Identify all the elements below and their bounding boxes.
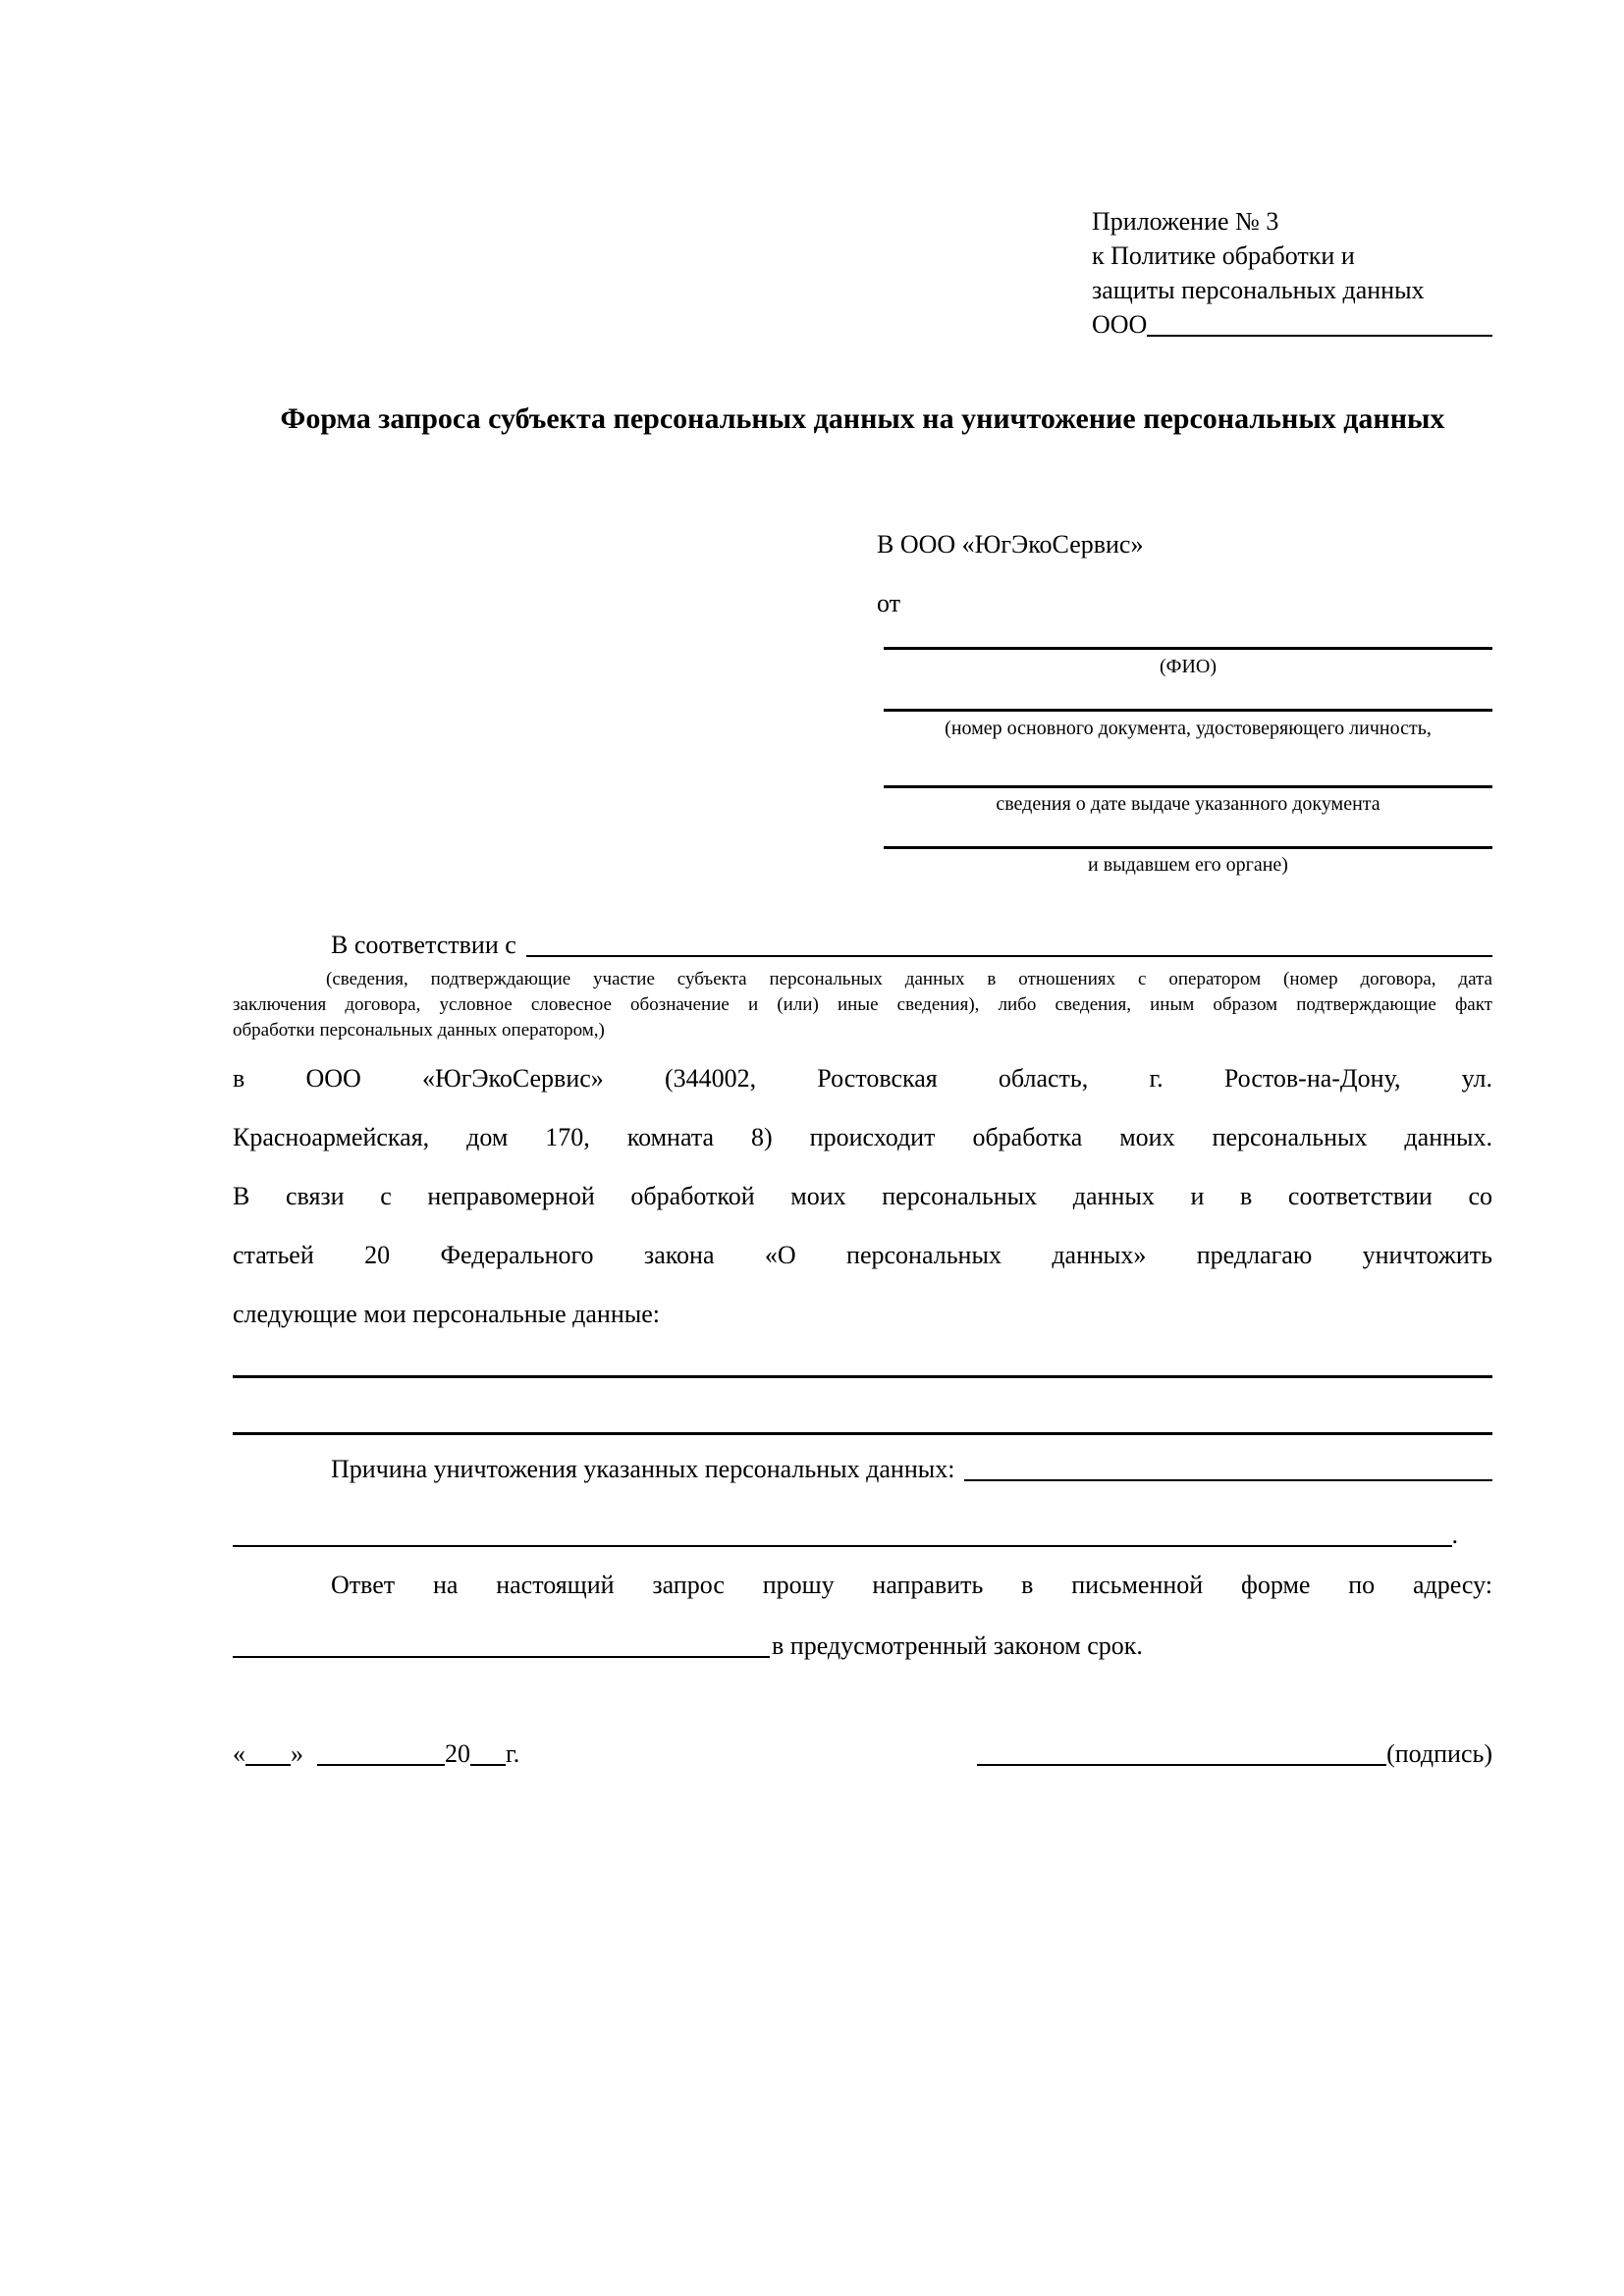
footer-row bbox=[233, 1739, 1492, 1769]
issuing-authority-caption: и выдавшем его органе) bbox=[1088, 854, 1288, 876]
main-paragraph-line: в ООО «ЮгЭкоСервис» (344002, Ростовская область, г. Ростов-на-Дону, ул. bbox=[233, 1064, 1492, 1093]
issue-date-blank-line bbox=[884, 785, 1492, 788]
date-day-blank-line bbox=[245, 1764, 291, 1766]
addressee-from-label: от bbox=[877, 589, 901, 617]
issuing-authority-blank-line bbox=[884, 846, 1492, 849]
company-prefix-label: ООО bbox=[1092, 310, 1148, 339]
reason-row bbox=[331, 1455, 1492, 1484]
response-address-blank-line bbox=[233, 1656, 770, 1658]
main-paragraph-line: следующие мои персональные данные: bbox=[233, 1300, 660, 1328]
company-row bbox=[1092, 307, 1492, 342]
signature-group bbox=[977, 1739, 1492, 1769]
document-number-caption: (номер основного документа, удостоверяющего личность, bbox=[945, 718, 1432, 739]
appendix-policy-line: к Политике обработки и bbox=[1092, 241, 1355, 270]
document-number-blank-line bbox=[884, 709, 1492, 712]
appendix-number: Приложение № 3 bbox=[1092, 207, 1279, 236]
date-close-quote: » bbox=[291, 1739, 303, 1768]
signature-blank-line bbox=[977, 1764, 1386, 1766]
fine-print-line: обработки персональных данных оператором,) bbox=[233, 1020, 605, 1041]
company-name-blank-line bbox=[1147, 335, 1492, 337]
appendix-header bbox=[1092, 204, 1492, 342]
date-group bbox=[233, 1739, 519, 1769]
main-paragraph-line: Красноармейская, дом 170, комната 8) происходит обработка моих персональных данных. bbox=[233, 1123, 1492, 1151]
main-paragraph-line: В связи с неправомерной обработкой моих персональных данных и в соответствии со bbox=[233, 1182, 1492, 1210]
appendix-policy-line2: защиты персональных данных bbox=[1092, 276, 1425, 304]
reason-label: Причина уничтожения указанных персональных данных: bbox=[331, 1455, 955, 1483]
personal-data-blank-line-2 bbox=[233, 1432, 1492, 1435]
personal-data-blank-line-1 bbox=[233, 1375, 1492, 1378]
reason-continuation-row bbox=[233, 1521, 1458, 1550]
fine-print-line: заключения договора, условное словесное обозначение и (или) иные сведения), либо сведения, иным образом подтверждающие факт bbox=[233, 994, 1492, 1015]
accordance-lead: В соответствии с bbox=[331, 931, 516, 959]
document-title: Форма запроса субъекта персональных данных на уничтожение персональных данных bbox=[280, 402, 1445, 435]
date-year-blank-line bbox=[470, 1764, 506, 1766]
main-paragraph-line: статьей 20 Федерального закона «О персональных данных» предлагаю уничтожить bbox=[233, 1241, 1492, 1269]
response-address-row bbox=[233, 1631, 1492, 1661]
year-prefix: 20 bbox=[445, 1739, 470, 1768]
issue-date-caption: сведения о дате выдаче указанного документа bbox=[996, 793, 1380, 815]
main-paragraph bbox=[233, 1049, 1492, 1344]
addressee-company: В ООО «ЮгЭкоСервис» bbox=[877, 530, 1144, 559]
accordance-blank-line bbox=[526, 955, 1492, 957]
reason-blank-line bbox=[964, 1479, 1492, 1481]
accordance-row bbox=[331, 931, 1492, 960]
date-month-blank-line bbox=[317, 1764, 445, 1766]
fine-print bbox=[233, 967, 1492, 1043]
response-tail: в предусмотренный законом срок. bbox=[772, 1631, 1143, 1660]
date-open-quote: « bbox=[233, 1739, 245, 1768]
signature-caption: (подпись) bbox=[1386, 1739, 1492, 1768]
fio-caption: (ФИО) bbox=[1159, 656, 1217, 677]
year-suffix: г. bbox=[506, 1739, 520, 1768]
line-terminator: . bbox=[1451, 1521, 1458, 1549]
fine-print-line: (сведения, подтверждающие участие субъекта персональных данных в отношениях с оператором (номер договора, дата bbox=[326, 969, 1492, 989]
response-request-line: Ответ на настоящий запрос прошу направить в письменной форме по адресу: bbox=[331, 1571, 1492, 1599]
reason-continuation-blank-line bbox=[233, 1545, 1452, 1547]
fio-blank-line bbox=[884, 647, 1492, 650]
